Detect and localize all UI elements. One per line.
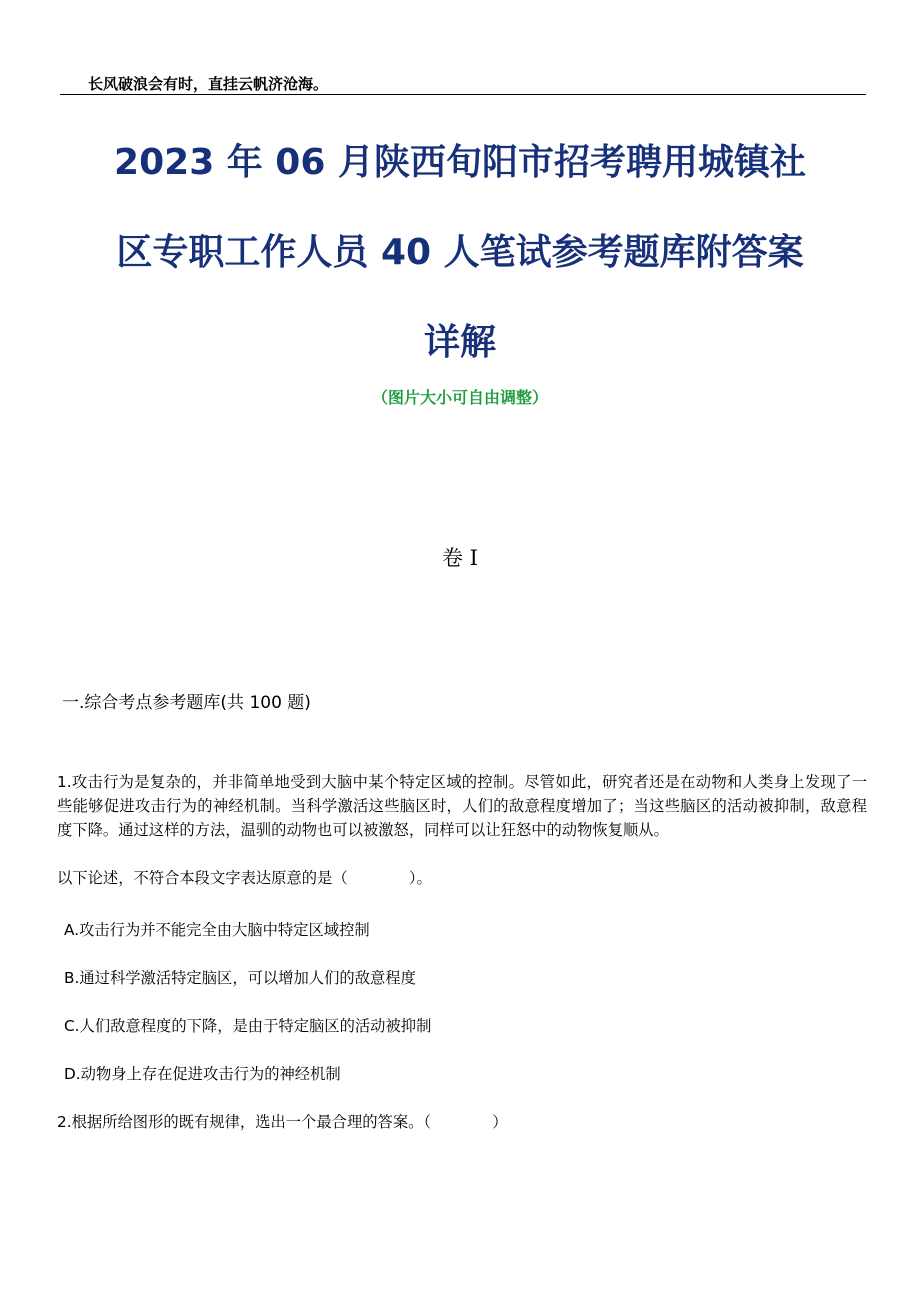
question-1-prompt: 以下论述，不符合本段文字表达原意的是（ ）。 [57,869,432,887]
header-rule [60,94,866,95]
title-line-1: 2023 年 06 月陕西旬阳市招考聘用城镇社 [114,142,806,183]
question-1-option-c: C.人们敌意程度的下降，是由于特定脑区的活动被抑制 [64,1017,432,1035]
question-1-option-a: A.攻击行为并不能完全由大脑中特定区域控制 [64,921,370,939]
question-1-option-b: B.通过科学激活特定脑区，可以增加人们的敌意程度 [64,969,416,987]
subtitle-note: （图片大小可自由调整） [371,388,548,407]
header-motto: 长风破浪会有时，直挂云帆济沧海。 [88,75,329,93]
document-title [40,118,880,388]
title-line-3: 详解 [423,322,496,363]
section-heading: 一.综合考点参考题库(共 100 题) [62,693,311,713]
question-1-stem: 1.攻击行为是复杂的，并非简单地受到大脑中某个特定区域的控制。尽管如此，研究者还是在动物和人类身上发现了一些能够促进攻击行为的神经机制。当科学激活这些脑区时，人们的敌意程度增加了；当这些脑区的活动被抑制，敌意程度下降。通过这样的方法，温驯的动物也可以被激怒，同样可以让狂怒中的动物恢复顺从。 [57,773,867,839]
volume-label: 卷 I [442,546,478,570]
question-1-option-d: D.动物身上存在促进攻击行为的神经机制 [64,1065,341,1083]
title-line-2: 区专职工作人员 40 人笔试参考题库附答案 [116,232,804,273]
question-2-stem: 2.根据所给图形的既有规律，选出一个最合理的答案。（ ） [57,1113,508,1131]
